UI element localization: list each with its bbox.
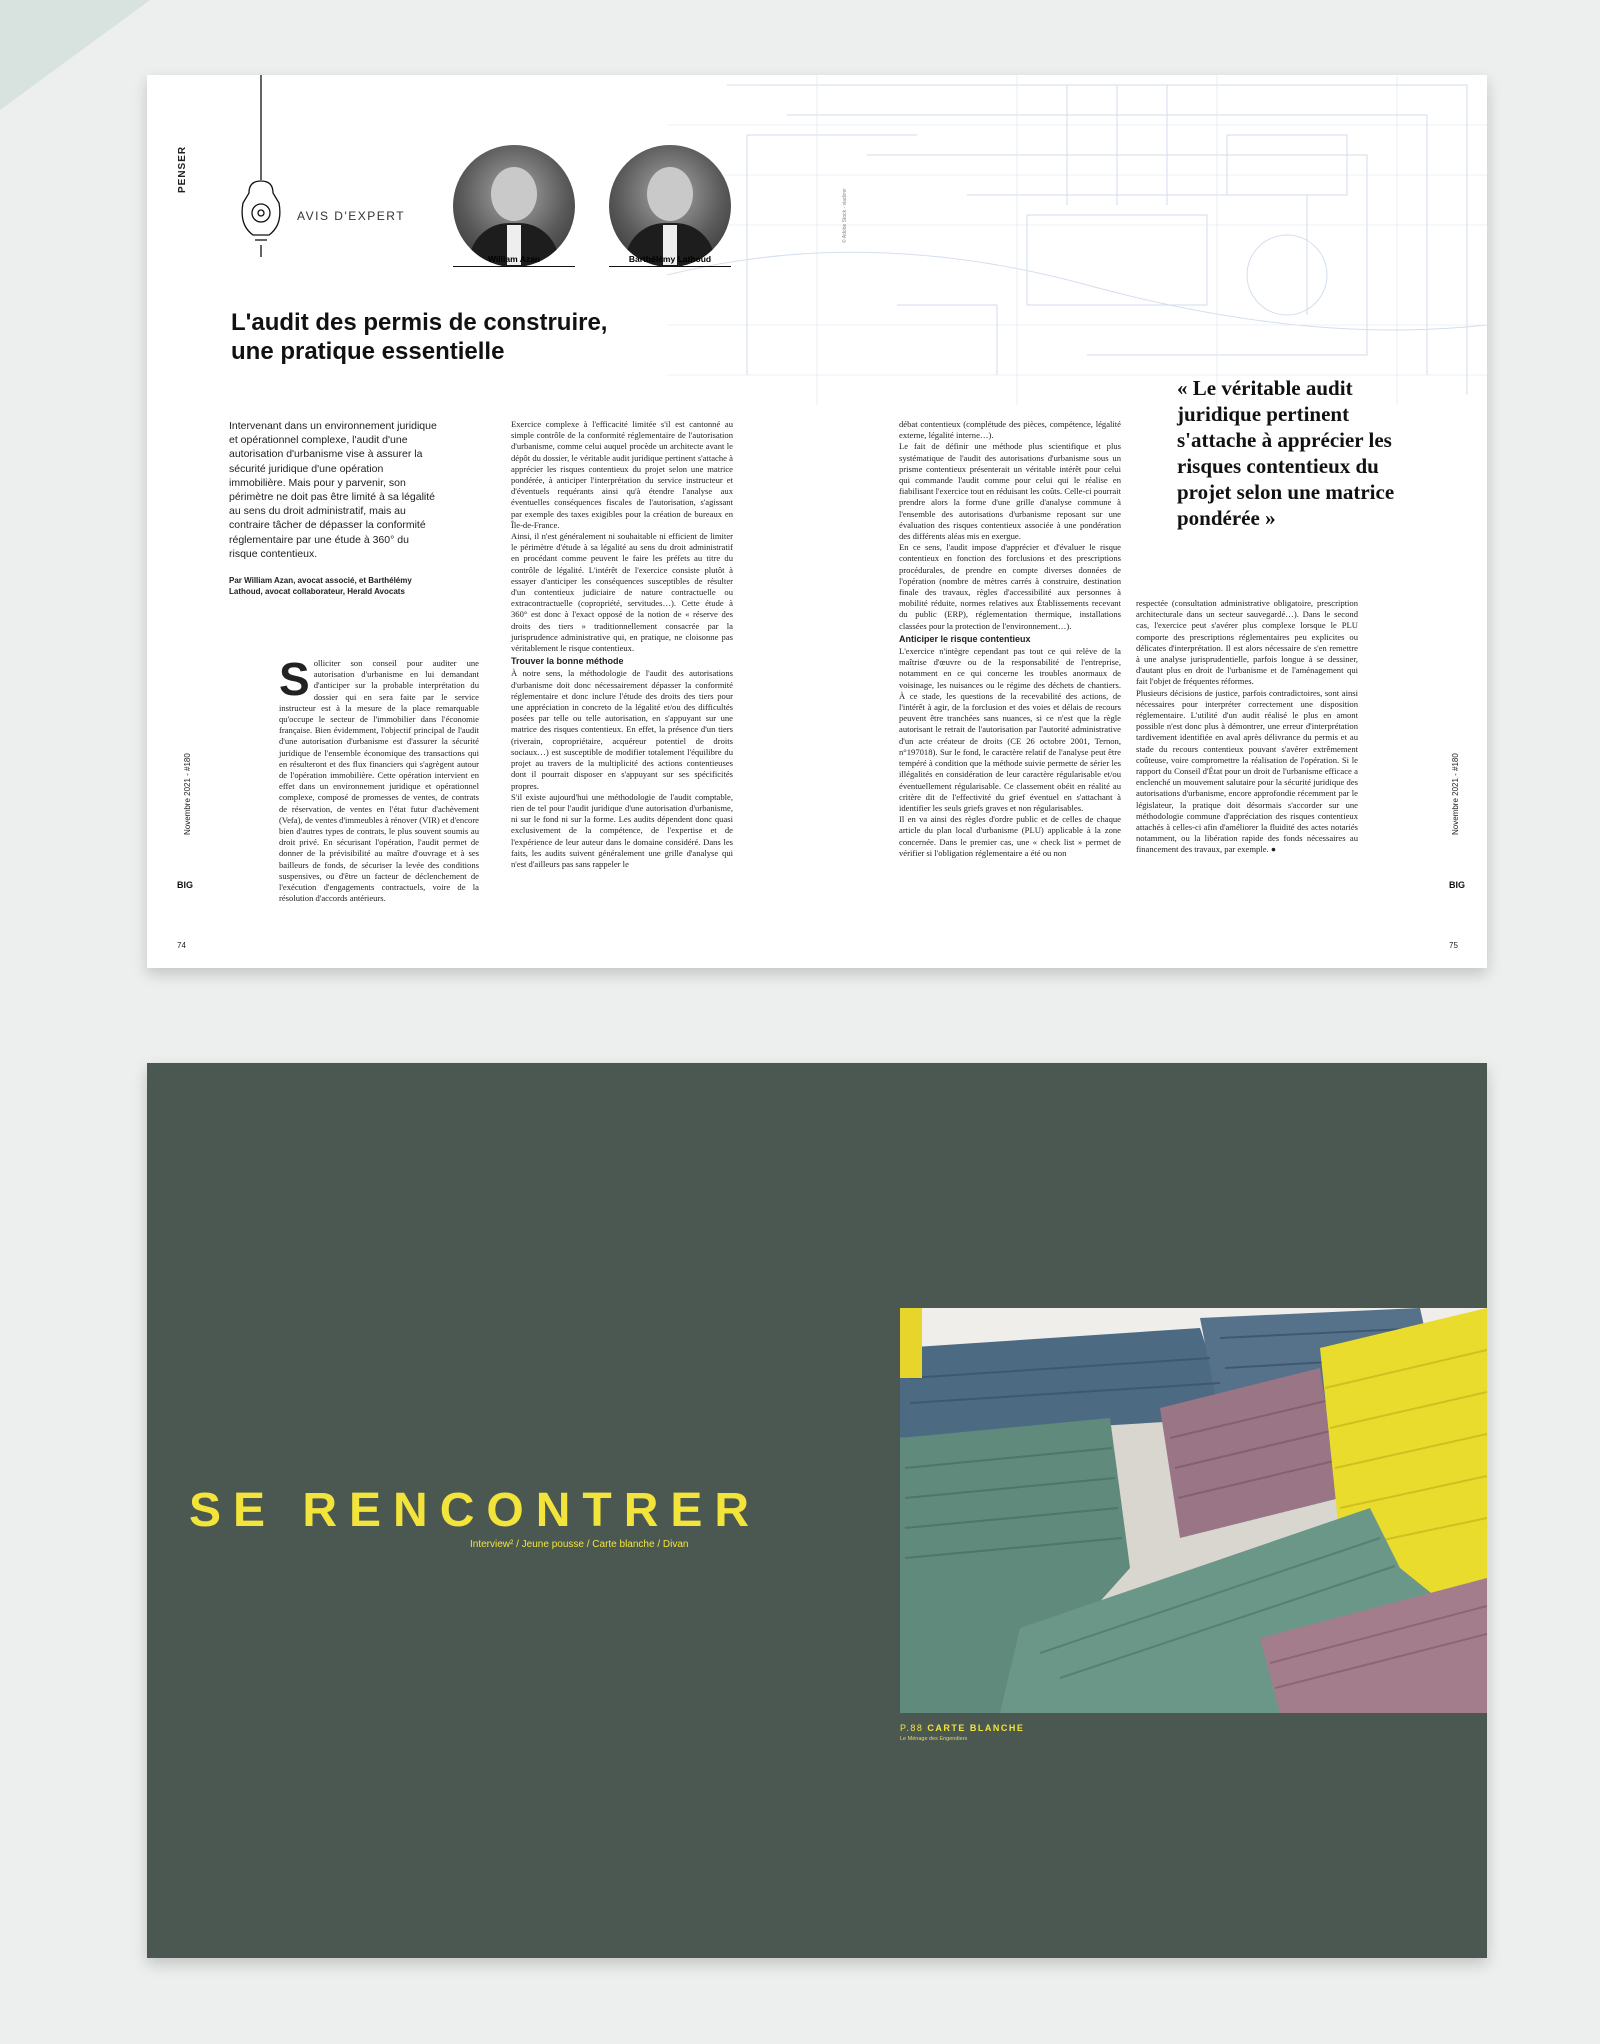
col3-subheading: Anticiper le risque contentieux bbox=[899, 633, 1031, 644]
col2-subheading: Trouver la bonne méthode bbox=[511, 656, 624, 667]
col2-paragraph-a: Exercice complexe à l'efficacité limitée s'il est cantonné au simple contrôle de la conformité réglementaire de l'autorisation d'urbanisme, comme celui auquel procède un architecte avant le dépôt du dossier, le véritable audit juridique pertinent s'attache à apprécier les risques contentieux du projet selon une matrice pondérée, à anticiper l'interprétation du service instructeur et d'éventuels requérants ainsi qu'à étendre l'analyse aux éventuelles conséquences fiscales de l'autorisation, s'agissant par exemple des taxes exigibles pour la création de bureaux en Île-de-France. bbox=[511, 419, 733, 530]
sofa-photo bbox=[900, 1308, 1487, 1713]
portrait-william-azan bbox=[453, 145, 575, 267]
portrait-barthelemy-lathoud bbox=[609, 145, 731, 267]
expert-name-2: Barthélémy Lathoud bbox=[609, 254, 731, 267]
article-byline: Par William Azan, avocat associé, et Barthélémy Lathoud, avocat collaborateur, Herald Avocats bbox=[229, 576, 412, 596]
headline-line-1: L'audit des permis de construire, bbox=[231, 309, 608, 336]
pull-quote: « Le véritable audit juridique pertinent s'attache à apprécier les risques contentieux du projet selon une matrice pondérée » bbox=[1177, 376, 1395, 530]
magazine-spread-article bbox=[147, 75, 1487, 968]
section-label: PENSER bbox=[177, 145, 188, 193]
article-column-2 bbox=[511, 419, 733, 870]
article-headline bbox=[231, 308, 751, 366]
article-intro: Intervenant dans un environnement juridique et opérationnel complexe, l'audit d'une autorisation d'urbanisme vise à assurer la sécurité juridique d'une opération immobilière. Mais pour y parvenir, son périmètre ne doit pas être limité à sa légalité au sens du droit administratif, mais au contraire tâcher de dépasser la conformité réglementaire par une étude à 360° du risque contentieux. bbox=[229, 420, 437, 560]
col3-paragraph-a: débat contentieux (complétude des pièces, compétence, légalité externe, légalité interne…). bbox=[899, 419, 1121, 441]
article-column-4 bbox=[1136, 598, 1358, 856]
col3-paragraph-b: Le fait de définir une méthode plus scientifique et plus systématique de l'audit des autorisations d'urbanisme sous un prisme contentieux présenterait un véritable intérêt pour celui qui commande l'audit comme pour celui qui le réalise en fiabilisant l'exercice tout en réduisant les coûts. Celle-ci pourrait prendre alors la forme d'une grille d'analyse commune à l'ensemble des autorisations d'urbanisme reposant sur une évaluation des risques contentieux associée à une pondération des différents aléas mis en exergue. bbox=[899, 441, 1121, 542]
col3-paragraph-c: En ce sens, l'audit impose d'apprécier et d'évaluer le risque contentieux en fonction des forclusions et des prescriptions procédurales, de prendre en compte diverses données de l'opération (nombre de mètres carrés à construire, destination finale des travaux, règles d'accessibilité aux personnes à mobilité réduite, normes relatives aux Établissements recevant du public (ERP), réglementation thermique, installations classées pour la protection de l'environnement…). bbox=[899, 542, 1121, 631]
issue-date-right: Novembre 2021 - #180 bbox=[1451, 753, 1460, 835]
article-column-1 bbox=[279, 653, 479, 904]
col3-paragraph-d: L'exercice n'intègre cependant pas tout ce qui relève de la maîtrise d'œuvre ou de la responsabilité de l'entreprise, notamment en ce qui concerne les troubles anormaux de voisinage, les nuisances ou le régime des déchets de chantiers. À ce stade, les questions de la recevabilité des actions, de l'intérêt à agir, de la forclusion et des voies et délais de recours peuvent être tranchées sans nuances, si ce n'est que la règle autorisant le retrait de l'autorisation par l'autorité administrative d'un acte créateur de droits (CE 26 octobre 2001, Ternon, n°197018). Sur le fond, le caractère relatif de l'analyse peut être tempéré à condition que la méthode suivie permette de sérier les illégalités en considération de leur caractère régularisable et/ou éventuellement régularisable. Ce classement obéit en réalité au critère dit de l'effectivité du grief éventuel en s'attachant à identifier les seuls griefs graves et non régularisables. bbox=[899, 646, 1121, 813]
issue-date-left: Novembre 2021 - #180 bbox=[183, 753, 192, 835]
caption-subtitle: Le Ménage des Engendiers bbox=[900, 1736, 968, 1742]
logo-left: BIG bbox=[177, 880, 194, 890]
section-title: SE RENCONTRER bbox=[189, 1484, 762, 1537]
headline-line-2: une pratique essentielle bbox=[231, 338, 505, 365]
col4-paragraph-a: respectée (consultation administrative obligatoire, prescription architecturale dans un secteur sauvegardé…). Dans le second cas, l'exercice peut s'avérer plus complexe lorsque le PLU comporte des prescriptions réglementaires peu explicites ou délicates d'interprétation. Il est alors nécessaire de s'en remettre à une analyse jurisprudentielle, parfois longue à se dessiner, d'autant plus en droit de l'urbanisme et de l'aménagement qui fait l'objet de fréquentes réformes. bbox=[1136, 598, 1358, 687]
col1-paragraph: olliciter son conseil pour auditer une autorisation d'urbanisme en lui demandant d'anticiper sur la probable interprétation du dossier qui en sera faite par le service instructeur est à la mesure de la place remarquable qu'occupe le secteur de l'immobilier dans l'économie française. Bien évidemment, l'objectif principal de l'audit d'une autorisation d'urbanisme est d'assurer la sécurité juridique de l'ensemble économique des transactions qui en résulteront et des flux financiers qui s'agrègent autour de l'opération immobilière. Cette opération intervient en effet dans un environnement juridique et opérationnel complexe, composé de promesses de ventes, de contrats de réservation, de ventes en l'état futur d'achèvement (Vefa), de ventes d'immeubles à rénover (VIR) et d'encore bien d'autres types de contrats, le plus souvent soumis au droit privé. En sécurisant l'opération, l'audit permet de donner de la prévisibilité au maître d'ouvrage et à ses bailleurs de fonds, de sécuriser la levée des conditions suspensives, ou d'être un facteur de déclenchement de l'exécution d'engagements contractuels, voire de la résolution d'accords antérieurs. bbox=[279, 658, 479, 904]
page-number-right: 75 bbox=[1449, 941, 1458, 950]
drop-cap: S bbox=[279, 653, 310, 705]
photo-credit: © Adobe Stock - vladimir bbox=[842, 188, 848, 243]
article-column-3 bbox=[899, 419, 1121, 859]
col2-paragraph-d: S'il existe aujourd'hui une méthodologie de l'audit comptable, rien de tel pour l'audit juridique d'une autorisation d'urbanisme, ni sur le fond ni sur la forme. Les audits dépendent donc quasi exclusivement de la compétence, de l'expertise et de l'expérience de leur auteur dans le domaine considéré. Dans les faits, les audits suivent généralement une grille d'analyse qui n'est d'ailleurs pas sans rappeler le bbox=[511, 791, 733, 869]
section-subtitle: Interview² / Jeune pousse / Carte blanche / Divan bbox=[470, 1539, 689, 1550]
col3-paragraph-e: Il en va ainsi des règles d'ordre public et de celles de chaque article du plan local d'urbanisme (PLU) applicable à la zone concernée. Dans le premier cas, une « check list » permet de vérifier si l'obligation réglementaire a été ou non bbox=[899, 814, 1121, 858]
caption-title: CARTE BLANCHE bbox=[927, 1723, 1025, 1733]
photo-caption bbox=[900, 1723, 1024, 1733]
expert-label: AVIS D'EXPERT bbox=[297, 209, 406, 223]
col4-paragraph-b: Plusieurs décisions de justice, parfois contradictoires, sont ainsi nécessaires pour interpréter correctement une disposition réglementaire. L'utilité d'un audit réalisé le plus en amont possible n'est donc plus à démontrer, une erreur d'interprétation tardivement identifiée en aval après délivrance du permis et au stade du recours contentieux pouvant s'avérer extrêmement coûteuse, voire compromettre la réalisation de l'opération. Si le rapport du Conseil d'État pour un droit de l'urbanisme efficace a enclenché un mouvement salutaire pour la sécurité juridique des autorisations d'urbanisme, encore approfondie récemment par le législateur, la pratique doit désormais s'accorder sur une méthodologie commune d'appréciation des risques contentieux attachés à celles-ci afin d'améliorer la fluidité des actes notariés notamment, ou la libération rapide des fonds nécessaires au financement des travaux, par exemple. ● bbox=[1136, 687, 1358, 855]
logo-right: BIG bbox=[1449, 880, 1466, 890]
magazine-spread-section-opener bbox=[147, 1063, 1487, 1958]
page-number-left: 74 bbox=[177, 941, 186, 950]
expert-name-1: William Azan bbox=[453, 254, 575, 267]
col2-paragraph-b: Ainsi, il n'est généralement ni souhaitable ni efficient de limiter le périmètre d'étude à sa légalité au sens du droit administratif en procédant comme peuvent le faire les préfets au titre du contrôle de légalité. L'intérêt de l'exercice consiste plutôt à essayer d'anticiper les conséquences susceptibles de résulter d'un contentieux judiciaire de nature contractuelle ou extracontractuelle (copropriété, servitudes…). Cette étude à 360° est donc à l'exact opposé de la notion de « réserve des droits des tiers » traditionnellement consacrée par la jurisprudence administrative qui, en pratique, ne cloisonne pas véritablement le risque contentieux. bbox=[511, 531, 733, 654]
blueprint-background bbox=[667, 75, 1487, 405]
background-corner bbox=[0, 0, 150, 110]
col2-paragraph-c: À notre sens, la méthodologie de l'audit des autorisations d'urbanisme doit donc nécessairement dépasser la conformité réglementaire et donc inclure l'étude des droits des tiers pour une appréciation in concreto de la légalité et/ou des difficultés posées par telle ou telle autorisation, en s'appuyant sur une matrice des risques contentieux. En effet, la présence d'un tiers (riverain, copropriétaire, acquéreur potentiel de droits sociaux…) est susceptible de modifier totalement l'équilibre du projet au travers de la multiplicité des actions contentieuses dont il pourrait disposer en s'appuyant sur ses spécificités propres. bbox=[511, 668, 733, 791]
caption-page-number: P.88 bbox=[900, 1723, 924, 1733]
lightbulb-gear-icon bbox=[231, 75, 291, 265]
